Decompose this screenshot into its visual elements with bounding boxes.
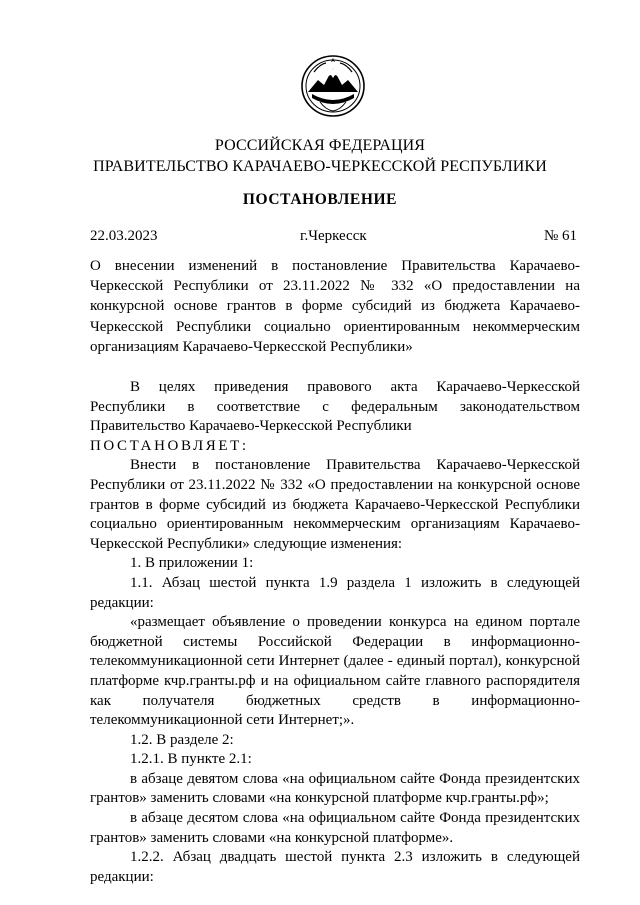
document-date: 22.03.2023	[90, 228, 158, 244]
document-body	[90, 378, 580, 887]
header-government: ПРАВИТЕЛЬСТВО КАРАЧАЕВО-ЧЕРКЕССКОЙ РЕСПУБЛИКИ	[93, 158, 547, 175]
paragraph-preamble: В целях приведения правового акта Карачаево-Черкесской Республики в соответствие с федеральным законодательством Правительство Карачаево-Черкесской Республики	[90, 379, 580, 435]
document-subject: О внесении изменений в постановление Правительства Карачаево-Черкесской Республики от 23.11.2022 № 332 «О предоставлении на конкурсной основе грантов в форме субсидий из бюджета Карачаево-Черкесской Республики социально ориентированным некоммерческим организациям Карачаево-Черкесской Республики»	[90, 258, 580, 355]
paragraph-ninth-abzac: в абзаце девятом слова «на официальном сайте Фонда президентских грантов» заменить словами «на конкурсной платформе кчр.гранты.рф»;	[90, 770, 580, 807]
paragraph-resolves: ПОСТАНОВЛЯЕТ:	[90, 437, 249, 454]
paragraph-item-1-2-2: 1.2.2. Абзац двадцать шестой пункта 2.3 изложить в следующей редакции:	[90, 849, 580, 885]
paragraph-tenth-abzac: в абзаце десятом слова «на официальном сайте Фонда президентских грантов» заменить словами «на конкурсной платформе».	[90, 810, 580, 846]
paragraph-item-1-2-1: 1.2.1. В пункте 2.1:	[130, 751, 252, 768]
paragraph-quote: «размещает объявление о проведении конкурса на едином портале бюджетной системы Российской Федерации в информационно-телекоммуникационной сети Интернет (далее - единый портал), конкурсной платформе кчр.гранты.рф и на официальном сайте главного распорядителя как получателя бюджетных средств в информационно-телекоммуникационной сети Интернет;».	[90, 614, 580, 729]
paragraph-amend-intro: Внести в постановление Правительства Карачаево-Черкесской Республики от 23.11.2022 № 332 «О предоставлении на конкурсной основе грантов в форме субсидий из бюджета Карачаево-Черкесской Республики социально ориентированным некоммерческим организациям Карачаево-Черкесской Республики» следующие изменения:	[90, 457, 580, 552]
coat-of-arms-icon	[300, 54, 366, 118]
document-number: № 61	[543, 228, 577, 244]
document-city: г.Черкесск	[300, 228, 367, 244]
paragraph-item-1-1: 1.1. Абзац шестой пункта 1.9 раздела 1 изложить в следующей редакции:	[90, 574, 580, 611]
header-country: РОССИЙСКАЯ ФЕДЕРАЦИЯ	[214, 137, 426, 154]
paragraph-item-1: 1. В приложении 1:	[130, 555, 254, 572]
paragraph-item-1-2: 1.2. В разделе 2:	[130, 731, 234, 748]
document-type-title: ПОСТАНОВЛЕНИЕ	[242, 191, 398, 208]
